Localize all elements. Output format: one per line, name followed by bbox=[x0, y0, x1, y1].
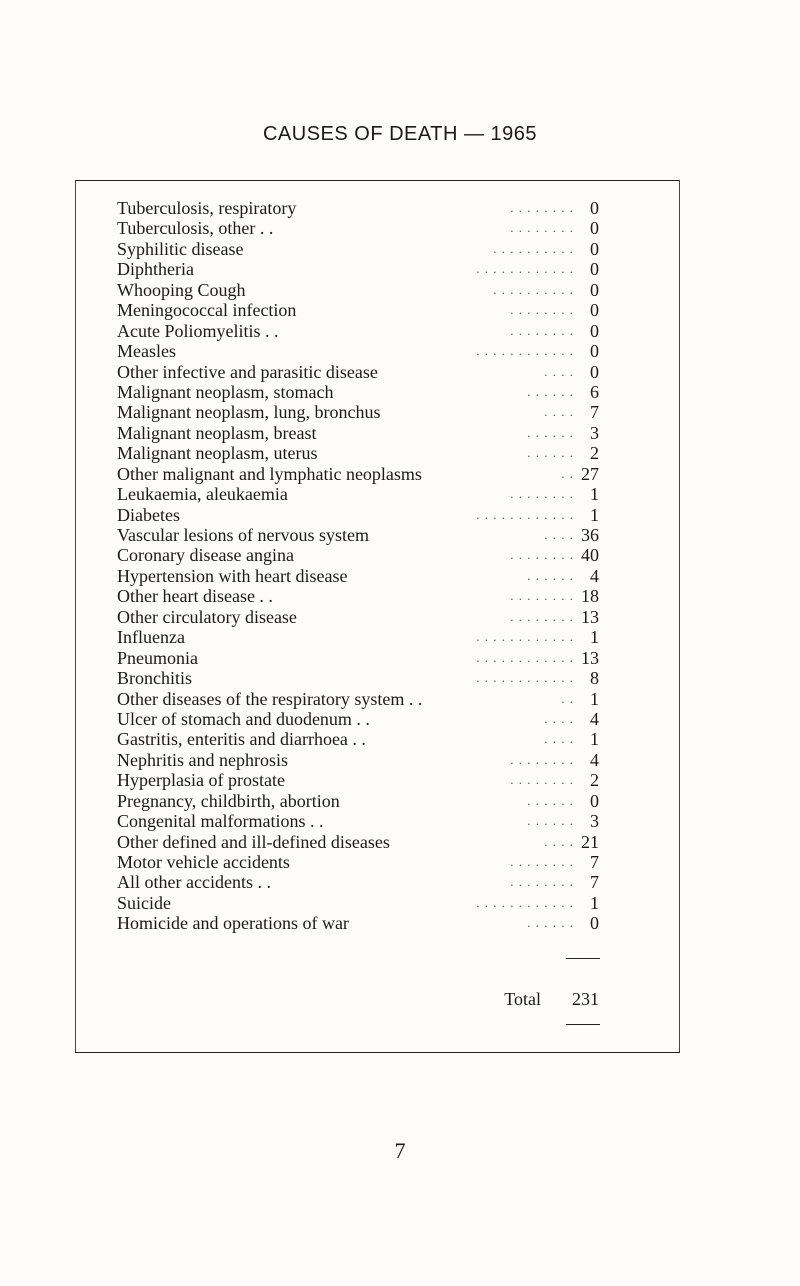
death-count: 36 bbox=[581, 525, 599, 545]
table-row bbox=[117, 300, 599, 320]
dot-leader: . . . . . . bbox=[527, 424, 574, 440]
table-row bbox=[117, 402, 599, 422]
dot-leader: . . . . . . . . bbox=[510, 608, 574, 624]
table-top-rule bbox=[75, 180, 680, 181]
death-count: 0 bbox=[590, 238, 599, 259]
dot-leader: . . . . . . . . bbox=[510, 854, 574, 869]
table-right-rule bbox=[679, 180, 680, 1052]
dot-leader: . . . . . . . . . . . . bbox=[476, 629, 574, 645]
cause-label: Acute Poliomyelitis . . bbox=[117, 320, 279, 341]
dot-leader: . . . . . . . . . . . . bbox=[476, 894, 574, 910]
death-count: 4 bbox=[590, 565, 599, 586]
death-count: 13 bbox=[581, 606, 599, 627]
cause-label: Other defined and ill-defined diseases bbox=[117, 831, 390, 852]
dot-leader: . . . . . . bbox=[527, 915, 574, 931]
cause-label: Congenital malformations . . bbox=[117, 811, 324, 832]
dot-leader: . . . . bbox=[544, 710, 574, 726]
dot-leader: . . . . . . . . bbox=[510, 772, 574, 788]
dot-leader: . . . . . . . . . . . . bbox=[476, 506, 574, 522]
table-row bbox=[117, 259, 599, 279]
table-row bbox=[117, 852, 599, 872]
cause-label: Other infective and parasitic disease bbox=[117, 361, 378, 382]
death-count: 13 bbox=[581, 647, 599, 668]
cause-label: Leukaemia, aleukaemia bbox=[117, 484, 288, 505]
cause-label: Tuberculosis, respiratory bbox=[117, 198, 297, 218]
cause-label: Tuberculosis, other . . bbox=[117, 218, 274, 239]
table-left-rule bbox=[75, 180, 76, 1052]
table-row bbox=[117, 218, 599, 238]
table-row bbox=[117, 791, 599, 811]
cause-label: Malignant neoplasm, uterus bbox=[117, 443, 318, 464]
dot-leader: . . . . . . . . . . bbox=[493, 240, 574, 256]
table-row bbox=[117, 770, 599, 790]
death-count: 0 bbox=[590, 218, 599, 239]
cause-label: Homicide and operations of war bbox=[117, 913, 349, 934]
table-row bbox=[117, 709, 599, 729]
dot-leader: . . . . . . bbox=[527, 383, 574, 399]
table-row bbox=[117, 566, 599, 586]
table-row bbox=[117, 586, 599, 606]
table-row bbox=[117, 607, 599, 627]
table-row bbox=[117, 321, 599, 341]
death-count: 2 bbox=[590, 443, 599, 464]
death-count: 0 bbox=[590, 341, 599, 362]
total-value: 231 bbox=[572, 989, 599, 1009]
table-row bbox=[117, 832, 599, 852]
table-row bbox=[117, 382, 599, 402]
death-count: 0 bbox=[590, 913, 599, 934]
death-count: 1 bbox=[590, 484, 599, 505]
death-count: 0 bbox=[590, 198, 599, 218]
cause-label: Pregnancy, childbirth, abortion bbox=[117, 790, 340, 811]
death-count: 4 bbox=[590, 749, 599, 770]
death-count: 1 bbox=[590, 729, 599, 750]
cause-label: Gastritis, enteritis and diarrhoea . . bbox=[117, 729, 366, 750]
page-title: CAUSES OF DEATH — 1965 bbox=[262, 123, 538, 145]
death-count: 0 bbox=[590, 259, 599, 280]
cause-label: Other malignant and lymphatic neoplasms bbox=[117, 463, 422, 484]
dot-leader: . . . . . . . . bbox=[510, 302, 574, 318]
dot-leader: . . . . . . . . . . . . bbox=[476, 261, 574, 277]
death-count: 6 bbox=[590, 381, 599, 402]
table-row bbox=[117, 280, 599, 300]
dot-leader: . . . . . . . . . . . . bbox=[476, 670, 574, 686]
dot-leader: . . . . . . . . bbox=[510, 322, 574, 338]
dot-leader: . . . . . . . . bbox=[510, 220, 574, 236]
death-count: 18 bbox=[581, 586, 599, 607]
death-count: 21 bbox=[581, 831, 599, 852]
cause-label: Hyperplasia of prostate bbox=[117, 770, 285, 791]
dot-leader: . . . . . . . . bbox=[510, 751, 574, 767]
dot-leader: . . . . . . . . bbox=[510, 200, 574, 215]
death-count: 3 bbox=[590, 811, 599, 832]
cause-label: Syphilitic disease bbox=[117, 238, 244, 259]
death-count: 0 bbox=[590, 361, 599, 382]
table-row bbox=[117, 668, 599, 688]
table-row bbox=[117, 545, 599, 565]
death-count: 1 bbox=[590, 688, 599, 709]
table-row bbox=[117, 893, 599, 913]
cause-label: Diabetes bbox=[117, 504, 180, 525]
dot-leader: . . . . . . . . bbox=[510, 486, 574, 502]
cause-label: Motor vehicle accidents bbox=[117, 852, 290, 872]
table-bottom-rule bbox=[75, 1052, 680, 1053]
cause-label: Coronary disease angina bbox=[117, 545, 294, 566]
cause-label: Ulcer of stomach and duodenum . . bbox=[117, 708, 370, 729]
cause-label: Vascular lesions of nervous system bbox=[117, 525, 369, 545]
table-row bbox=[117, 750, 599, 770]
dot-leader: . . . . . . . . . . . . bbox=[476, 649, 574, 665]
cause-label: All other accidents . . bbox=[117, 872, 271, 893]
table-row bbox=[117, 341, 599, 361]
death-count: 1 bbox=[590, 627, 599, 648]
cause-label: Measles bbox=[117, 341, 176, 362]
dot-leader: . . . . . . bbox=[527, 567, 574, 583]
death-count: 40 bbox=[581, 545, 599, 566]
death-count: 1 bbox=[590, 504, 599, 525]
cause-label: Nephritis and nephrosis bbox=[117, 749, 288, 770]
cause-label: Suicide bbox=[117, 892, 171, 913]
death-count: 0 bbox=[590, 300, 599, 321]
table-row bbox=[117, 423, 599, 443]
table-row bbox=[117, 872, 599, 892]
dot-leader: . . bbox=[561, 690, 574, 706]
table-row bbox=[117, 362, 599, 382]
table-row bbox=[117, 648, 599, 668]
table-row bbox=[117, 729, 599, 749]
cause-label: Diphtheria bbox=[117, 259, 194, 280]
dot-leader: . . . . . . . . . . bbox=[493, 281, 574, 297]
dot-leader: . . . . bbox=[544, 731, 574, 747]
dot-leader: . . . . . . . . . . . . bbox=[476, 343, 574, 359]
total-rule-bottom bbox=[566, 1024, 600, 1025]
cause-label: Other circulatory disease bbox=[117, 606, 297, 627]
death-count: 4 bbox=[590, 708, 599, 729]
page-number: 7 bbox=[394, 1138, 406, 1163]
total-label: Total bbox=[504, 989, 541, 1009]
cause-label: Whooping Cough bbox=[117, 279, 246, 300]
cause-label: Malignant neoplasm, stomach bbox=[117, 381, 334, 402]
dot-leader: . . bbox=[561, 465, 574, 481]
total-row bbox=[117, 988, 599, 1010]
death-count: 7 bbox=[590, 872, 599, 893]
death-count: 2 bbox=[590, 770, 599, 791]
cause-label: Bronchitis bbox=[117, 668, 192, 689]
cause-label: Influenza bbox=[117, 627, 185, 648]
dot-leader: . . . . . . . . bbox=[510, 547, 574, 563]
dot-leader: . . . . bbox=[544, 527, 574, 542]
death-count: 0 bbox=[590, 320, 599, 341]
table-row bbox=[117, 689, 599, 709]
table-row bbox=[117, 525, 599, 545]
dot-leader: . . . . . . bbox=[527, 792, 574, 808]
dot-leader: . . . . . . bbox=[527, 445, 574, 461]
death-count: 3 bbox=[590, 422, 599, 443]
death-count: 0 bbox=[590, 279, 599, 300]
cause-label: Meningococcal infection bbox=[117, 300, 297, 321]
cause-label: Malignant neoplasm, breast bbox=[117, 422, 317, 443]
cause-label: Other heart disease . . bbox=[117, 586, 273, 607]
table-row bbox=[117, 627, 599, 647]
dot-leader: . . . . . . . . bbox=[510, 874, 574, 890]
dot-leader: . . . . . . . . bbox=[510, 588, 574, 604]
death-count: 8 bbox=[590, 668, 599, 689]
death-count: 0 bbox=[590, 790, 599, 811]
death-count: 7 bbox=[590, 402, 599, 423]
table-row bbox=[117, 239, 599, 259]
causes-table bbox=[117, 198, 599, 934]
table-row bbox=[117, 443, 599, 463]
dot-leader: . . . . bbox=[544, 404, 574, 420]
cause-label: Other diseases of the respiratory system . . bbox=[117, 688, 423, 709]
table-row bbox=[117, 484, 599, 504]
cause-label: Hypertension with heart disease bbox=[117, 565, 348, 586]
table-row bbox=[117, 464, 599, 484]
death-count: 1 bbox=[590, 892, 599, 913]
dot-leader: . . . . bbox=[544, 833, 574, 849]
table-row bbox=[117, 913, 599, 933]
total-rule-top bbox=[566, 958, 600, 959]
dot-leader: . . . . . . bbox=[527, 813, 574, 829]
table-row bbox=[117, 198, 599, 218]
dot-leader: . . . . bbox=[544, 363, 574, 379]
table-row bbox=[117, 811, 599, 831]
cause-label: Malignant neoplasm, lung, bronchus bbox=[117, 402, 381, 423]
cause-label: Pneumonia bbox=[117, 647, 198, 668]
table-row bbox=[117, 505, 599, 525]
death-count: 27 bbox=[581, 463, 599, 484]
death-count: 7 bbox=[590, 852, 599, 872]
